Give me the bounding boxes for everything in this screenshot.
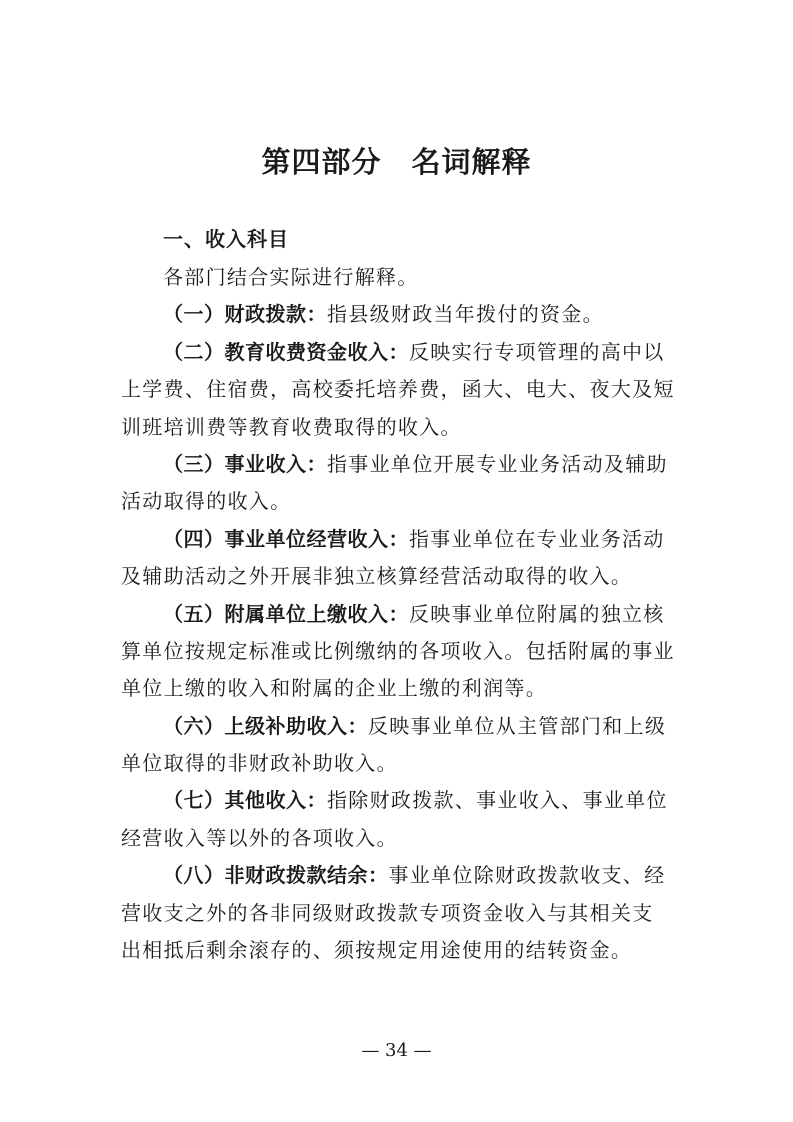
item-1-text: 指县级财政当年拨付的资金。 [327, 302, 604, 327]
item-7-line-2: 经营收入等以外的各项收入。 [121, 825, 398, 850]
item-4-term: （四）事业单位经营收入： [163, 526, 409, 551]
item-8-line-3: 出相抵后剩余滚存的、须按规定用途使用的结转资金。 [121, 938, 633, 963]
item-2-line-2: 上学费、住宿费，高校委托培养费，函大、电大、夜大及短 [121, 377, 675, 402]
item-2-line-3: 训班培训费等教育收费取得的收入。 [121, 414, 462, 439]
item-5-text: 反映事业单位附属的独立核 [409, 601, 665, 626]
item-8-text: 事业单位除财政拨款收支、经 [388, 863, 666, 888]
item-6-line-1 [121, 708, 673, 745]
item-5-term: （五）附属单位上缴收入： [163, 601, 409, 626]
section-heading: 一、收入科目 [163, 227, 289, 251]
item-2-term: （二）教育收费资金收入： [163, 339, 409, 364]
item-1-line-1 [121, 296, 673, 333]
page-number: — 34 — [361, 1040, 432, 1061]
item-2-text: 反映实行专项管理的高中以 [409, 339, 665, 364]
item-2-line-1 [121, 334, 673, 371]
item-4-line-2: 及辅助活动之外开展非独立核算经营活动取得的收入。 [121, 564, 633, 589]
item-6-text: 反映事业单位从主管部门和上级 [368, 713, 667, 738]
item-4-line-1 [121, 521, 673, 558]
intro-paragraph: 各部门结合实际进行解释。 [163, 265, 419, 289]
item-7-text: 指除财政拨款、事业收入、事业单位 [327, 788, 668, 813]
item-3-line-1 [121, 446, 673, 483]
item-3-term: （三）事业收入： [163, 451, 327, 476]
item-3-text: 指事业单位开展专业业务活动及辅助 [327, 451, 668, 476]
document-body [121, 259, 673, 969]
item-5-line-2: 算单位按规定标准或比例缴纳的各项收入。包括附属的事业 [121, 638, 675, 663]
item-7-line-1 [121, 782, 673, 819]
item-5-line-1 [121, 596, 673, 633]
item-8-term: （八）非财政拨款结余： [163, 863, 389, 888]
item-6-term: （六）上级补助收入： [163, 713, 368, 738]
item-1-term: （一）财政拨款： [163, 302, 327, 327]
item-6-line-2: 单位取得的非财政补助收入。 [121, 751, 398, 776]
item-8-line-2: 营收支之外的各非同级财政拨款专项资金收入与其相关支 [121, 900, 654, 925]
item-3-line-2: 活动取得的收入。 [121, 489, 292, 514]
item-7-term: （七）其他收入： [163, 788, 327, 813]
item-4-text: 指事业单位在专业业务活动 [409, 526, 665, 551]
item-8-line-1 [121, 857, 673, 894]
page-title: 第四部分 名词解释 [261, 145, 532, 179]
item-5-line-3: 单位上缴的收入和附属的企业上缴的利润等。 [121, 676, 547, 701]
